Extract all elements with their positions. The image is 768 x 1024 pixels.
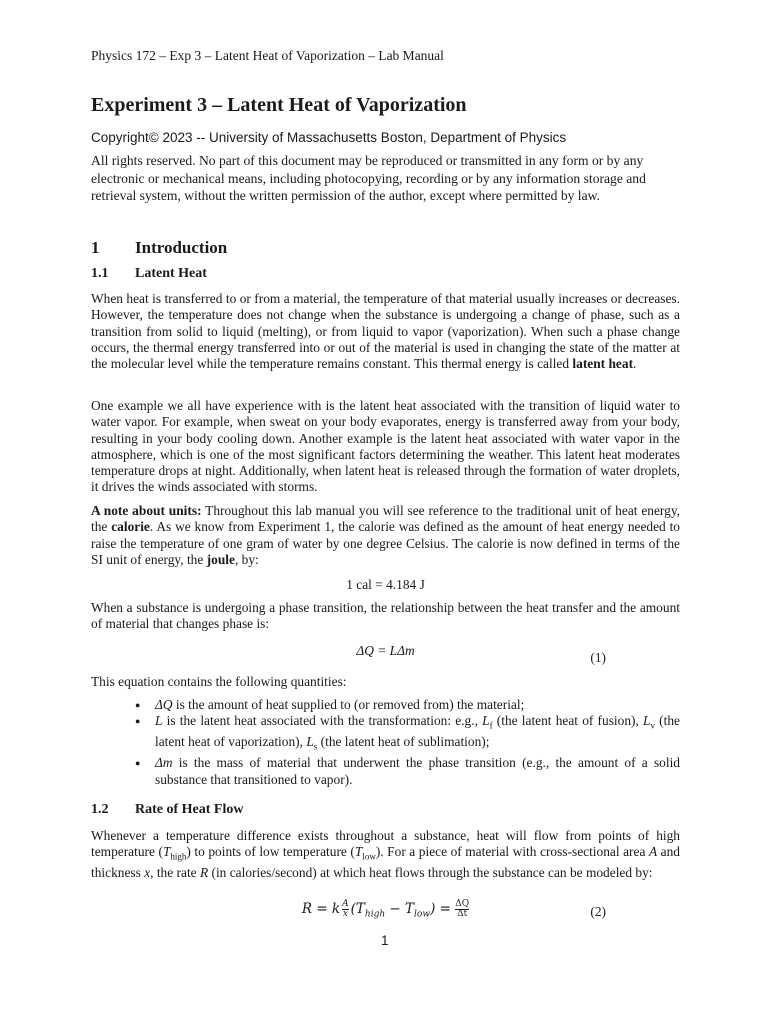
paragraph-text: ) to points of low temperature ( (186, 844, 355, 860)
subscript: low (362, 851, 376, 862)
paragraph-text: . As we know from Experiment 1, the calorie was defined as the amount of heat energy needed to raise the temperature of one gram of water by one degree Celsius. The calorie is now defined in terms of the SI unit of energy, the (91, 519, 680, 567)
paragraph-heat-flow (91, 828, 680, 882)
list-item (135, 713, 680, 755)
equation-1 (91, 643, 680, 665)
equation-text: R = k (301, 901, 341, 917)
section-introduction-heading (91, 238, 227, 258)
paragraph-phase-transition: When a substance is undergoing a phase transition, the relationship between the heat transfer and the amount of material that changes phase is: (91, 600, 680, 632)
equation-2 (91, 900, 680, 920)
list-item-text: is the latent heat associated with the transformation: e.g., (162, 713, 483, 729)
equation-text: ) = (430, 901, 456, 917)
bold-term: calorie (111, 519, 150, 535)
fraction-numerator: ΔQ (455, 899, 470, 909)
list-item-text: (the latent heat of fusion), (492, 713, 644, 729)
equation-text: − T (385, 901, 415, 917)
paragraph-text: (in calories/second) at which heat flows through the substance can be modeled by: (208, 865, 653, 881)
bold-term: latent heat (572, 356, 634, 372)
paragraph-text: and thickness (91, 844, 680, 881)
fraction-denominator: Δt (457, 909, 468, 919)
note-label: A note about units: (91, 503, 202, 518)
rights-paragraph: All rights reserved. No part of this document may be reproduced or transmitted in any form or by any electronic or mechanical means, including photocopying, recording or by any information storage and retrieval system, without the written permission of the author, except where permitted by law. (91, 153, 646, 203)
paragraph-examples: One example we all have experience with is the latent heat associated with the transition of liquid water to water vapor. For example, when sweat on your body evaporates, energy is transferred away from your body, resulting in your body cooling down. Another example is the latent heat associated with water vapor in the atmosphere, which is one of the most significant factors determining the weather. This latent heat moderates temperature drops at night. Additionally, when latent heat is released through the formation of water droplets, it drives the winds associated with storms. (91, 398, 680, 495)
subscript: v (650, 720, 655, 731)
equation-text: (T (350, 901, 365, 917)
subsection-latent-heat-heading (91, 266, 207, 282)
equation-1-number: (1) (590, 650, 606, 665)
symbol: L (306, 734, 314, 750)
subscript: high (364, 909, 386, 920)
fraction-a-over-x (342, 900, 349, 919)
copyright-line: Copyright© 2023 -- University of Massachusetts Boston, Department of Physics (91, 130, 567, 145)
list-item (135, 697, 680, 713)
symbol: x (144, 865, 151, 881)
document-title: Experiment 3 – Latent Heat of Vaporization (91, 94, 467, 116)
equation-1-body: ΔQ = LΔm (356, 643, 415, 658)
paragraph-quantities-intro: This equation contains the following quantities: (91, 674, 347, 689)
fraction-denominator: x (342, 909, 348, 919)
paragraph-text: . (633, 356, 637, 372)
paragraph-text: When heat is transferred to or from a material, the temperature of that material usually increases or decreases. However, the temperature does not change when the substance is undergoing a change of phase, such as a transition from solid to liquid (melting), or from liquid to vapor (vaporization). When such a phase change occurs, the thermal energy transferred into or out of the material is used in changing the state of the matter at the molecular level while the temperature remains constant. This thermal energy is called (91, 291, 680, 372)
symbol: Δm (155, 755, 173, 771)
paragraph-latent-heat-definition (91, 291, 680, 372)
list-item-text: (the latent heat of sublimation); (317, 734, 490, 750)
paragraph-text: Throughout this lab manual you will see reference to the traditional unit of heat energy, the (91, 503, 680, 535)
subsection-number: 1.2 (91, 802, 109, 817)
list-item-text: is the mass of material that underwent the phase transition (e.g., the amount of a solid substance that transitioned to vapor). (155, 755, 680, 787)
subscript: f (489, 720, 493, 731)
subscript: low (414, 909, 431, 920)
section-number: 1 (91, 238, 100, 257)
symbol: A (648, 844, 658, 860)
symbol: T (162, 844, 171, 860)
fraction-dq-over-dt (455, 900, 469, 919)
paragraph-text: ). For a piece of material with cross-sectional area (375, 844, 649, 860)
symbol: L (482, 713, 490, 729)
page-number: 1 (381, 933, 389, 948)
paragraph-units-note (91, 503, 680, 568)
symbol: R (199, 865, 209, 881)
paragraph-text: , by: (234, 551, 259, 567)
equation-2-number: (2) (590, 904, 606, 919)
subsection-rate-heading (91, 802, 243, 818)
symbol: L (643, 713, 651, 729)
subscript: high (170, 851, 187, 862)
subsection-title: Rate of Heat Flow (135, 802, 244, 817)
subsection-title: Latent Heat (135, 266, 207, 281)
symbol: L (155, 713, 163, 729)
paragraph-text: Whenever a temperature difference exists throughout a substance, heat will flow from points of high temperature ( (91, 828, 680, 860)
section-title: Introduction (135, 238, 228, 257)
subscript: s (313, 741, 318, 752)
calorie-equation: 1 cal = 4.184 J (346, 577, 425, 592)
paragraph-text: , the rate (150, 865, 200, 881)
symbol: T (354, 844, 363, 860)
running-header: Physics 172 – Exp 3 – Latent Heat of Vaporization – Lab Manual (91, 48, 444, 63)
quantities-list (135, 697, 680, 788)
list-item-text: is the amount of heat supplied to (or removed from) the material; (172, 697, 525, 712)
list-item (135, 755, 680, 788)
subsection-number: 1.1 (91, 266, 109, 281)
fraction-numerator: A (342, 899, 349, 909)
symbol: ΔQ (155, 697, 173, 712)
list-item-text: (the latent heat of vaporization), (155, 713, 680, 750)
bold-term: joule (206, 551, 235, 567)
